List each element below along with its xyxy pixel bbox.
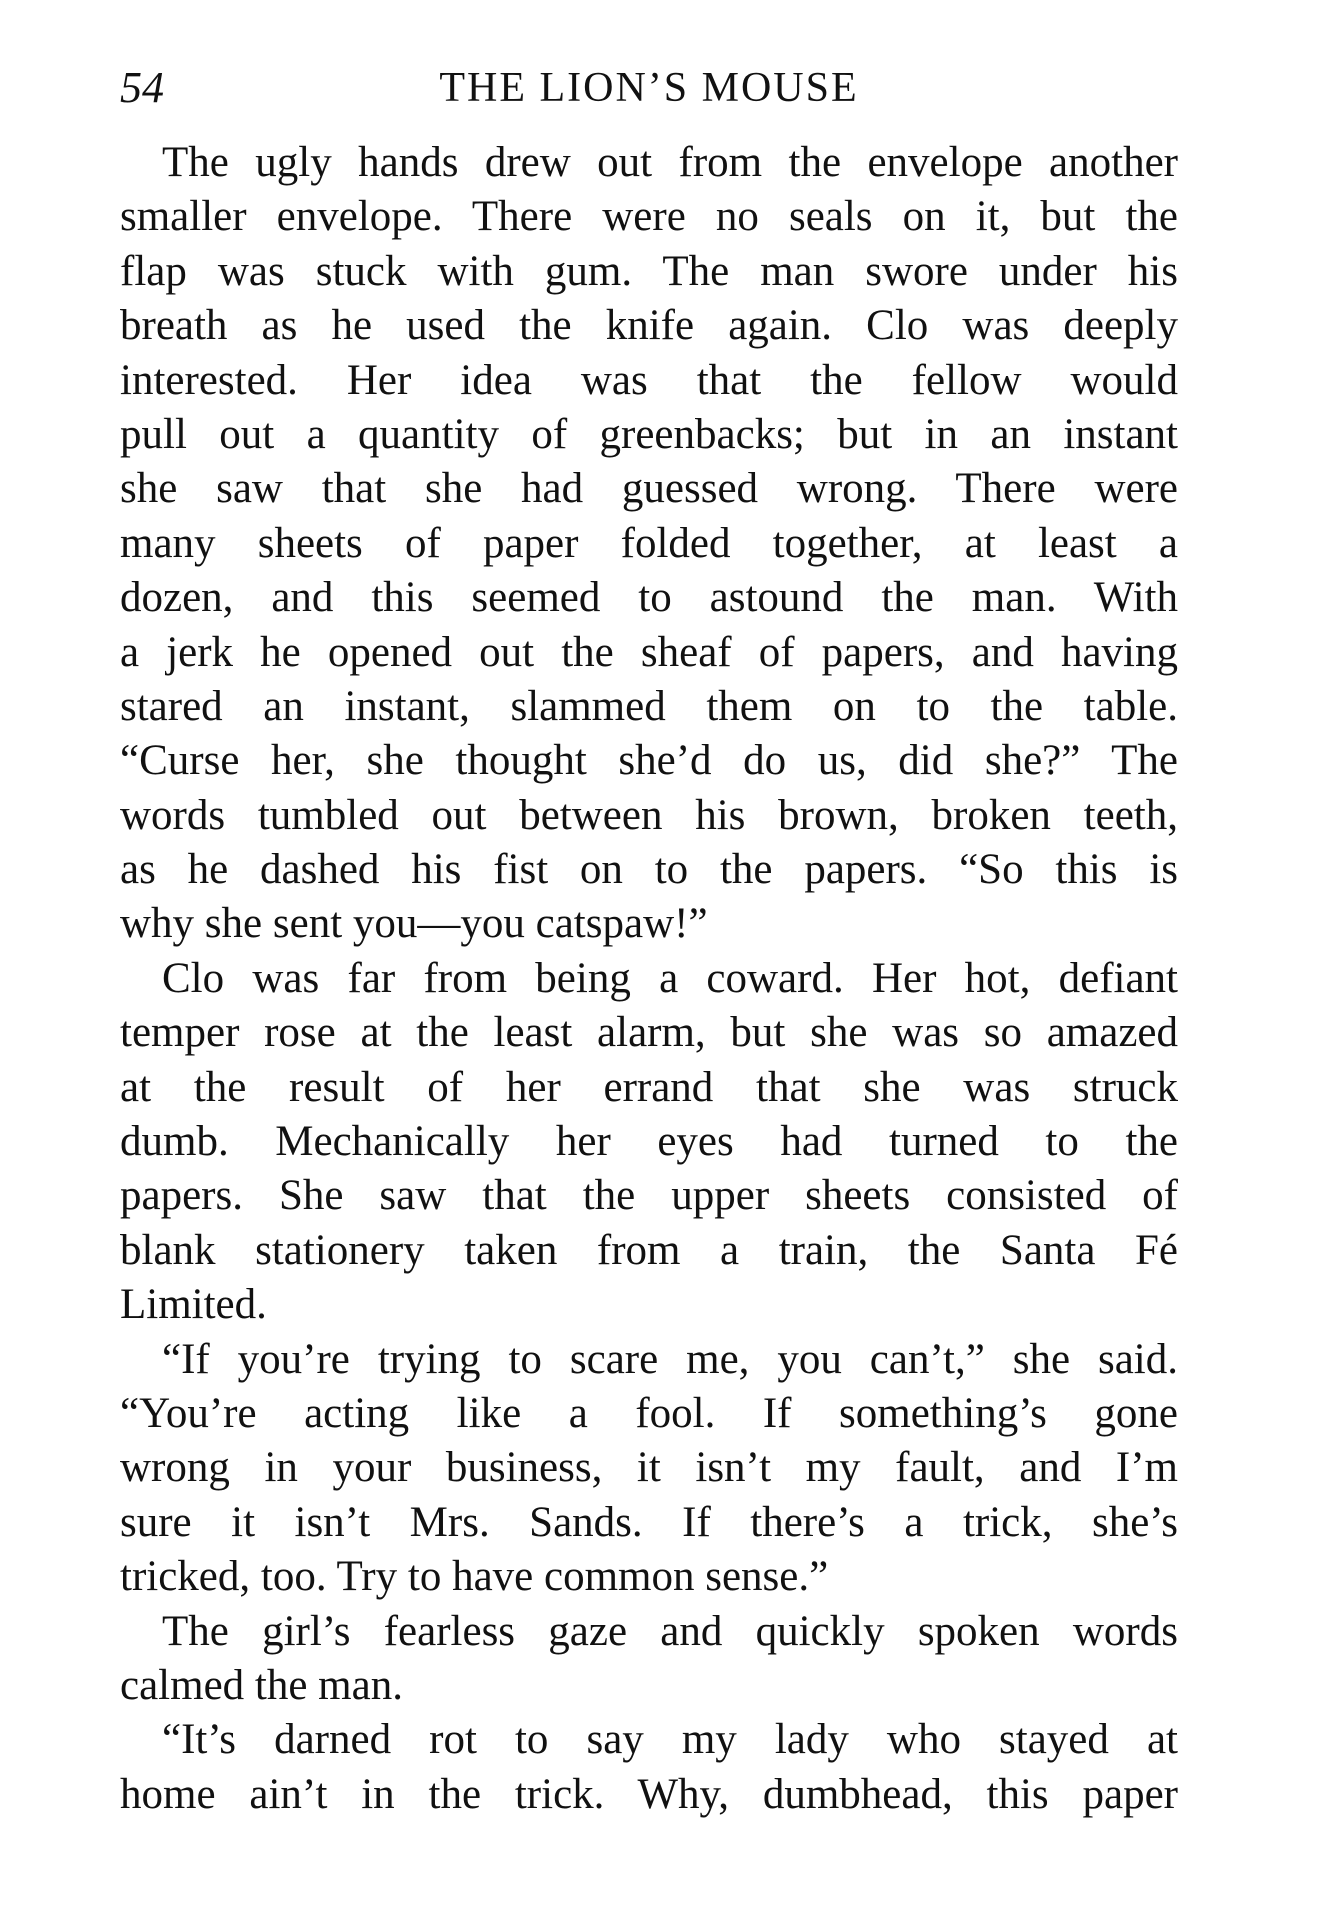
text-line: papers. She saw that the upper sheets consisted of [120,1172,1178,1220]
page-number: 54 [120,63,164,112]
text-line: dumb. Mechanically her eyes had turned to the [120,1118,1178,1166]
text-line: as he dashed his fist on to the papers. “So this is [120,846,1178,894]
text-line: temper rose at the least alarm, but she was so amazed [120,1009,1178,1057]
text-line: Clo was far from being a coward. Her hot, defiant [162,954,1178,1002]
text-line: she saw that she had guessed wrong. There were [120,465,1178,513]
text-line: dozen, and this seemed to astound the man. With [120,574,1178,622]
text-line: sure it isn’t Mrs. Sands. If there’s a trick, she’s [120,1498,1178,1546]
text-line: many sheets of paper folded together, at least a [120,519,1178,567]
body-text [120,136,1178,1822]
text-line: The girl’s fearless gaze and quickly spoken words [162,1607,1178,1655]
text-line: Limited. [120,1281,267,1329]
text-line: “It’s darned rot to say my lady who stayed at [162,1716,1178,1764]
running-title: THE LION’S MOUSE [439,65,859,111]
text-line: flap was stuck with gum. The man swore under his [120,247,1178,295]
text-line: calmed the man. [120,1661,403,1709]
text-line: a jerk he opened out the sheaf of papers, and having [120,628,1178,676]
text-line: “You’re acting like a fool. If something’s gone [120,1389,1178,1437]
text-line: pull out a quantity of greenbacks; but in an instant [120,410,1178,458]
text-line: blank stationery taken from a train, the Santa Fé [120,1226,1178,1274]
text-line: tricked, too. Try to have common sense.” [120,1553,829,1601]
text-line: why she sent you—you catspaw!” [120,900,708,948]
text-line: The ugly hands drew out from the envelope another [162,139,1178,186]
text-line: home ain’t in the trick. Why, dumbhead, this paper [120,1770,1178,1818]
text-line: interested. Her idea was that the fellow would [120,356,1178,404]
text-line: “Curse her, she thought she’d do us, did she?” The [120,737,1178,785]
text-line: wrong in your business, it isn’t my fault, and I’m [120,1444,1178,1492]
text-line: words tumbled out between his brown, broken teeth, [120,791,1178,839]
text-line: at the result of her errand that she was struck [120,1063,1178,1111]
text-line: “If you’re trying to scare me, you can’t,” she said. [162,1335,1178,1383]
running-head [120,58,1178,118]
text-line: smaller envelope. There were no seals on it, but the [120,193,1178,241]
text-line: stared an instant, slammed them on to the table. [120,682,1178,730]
text-line: breath as he used the knife again. Clo was deeply [120,302,1178,350]
